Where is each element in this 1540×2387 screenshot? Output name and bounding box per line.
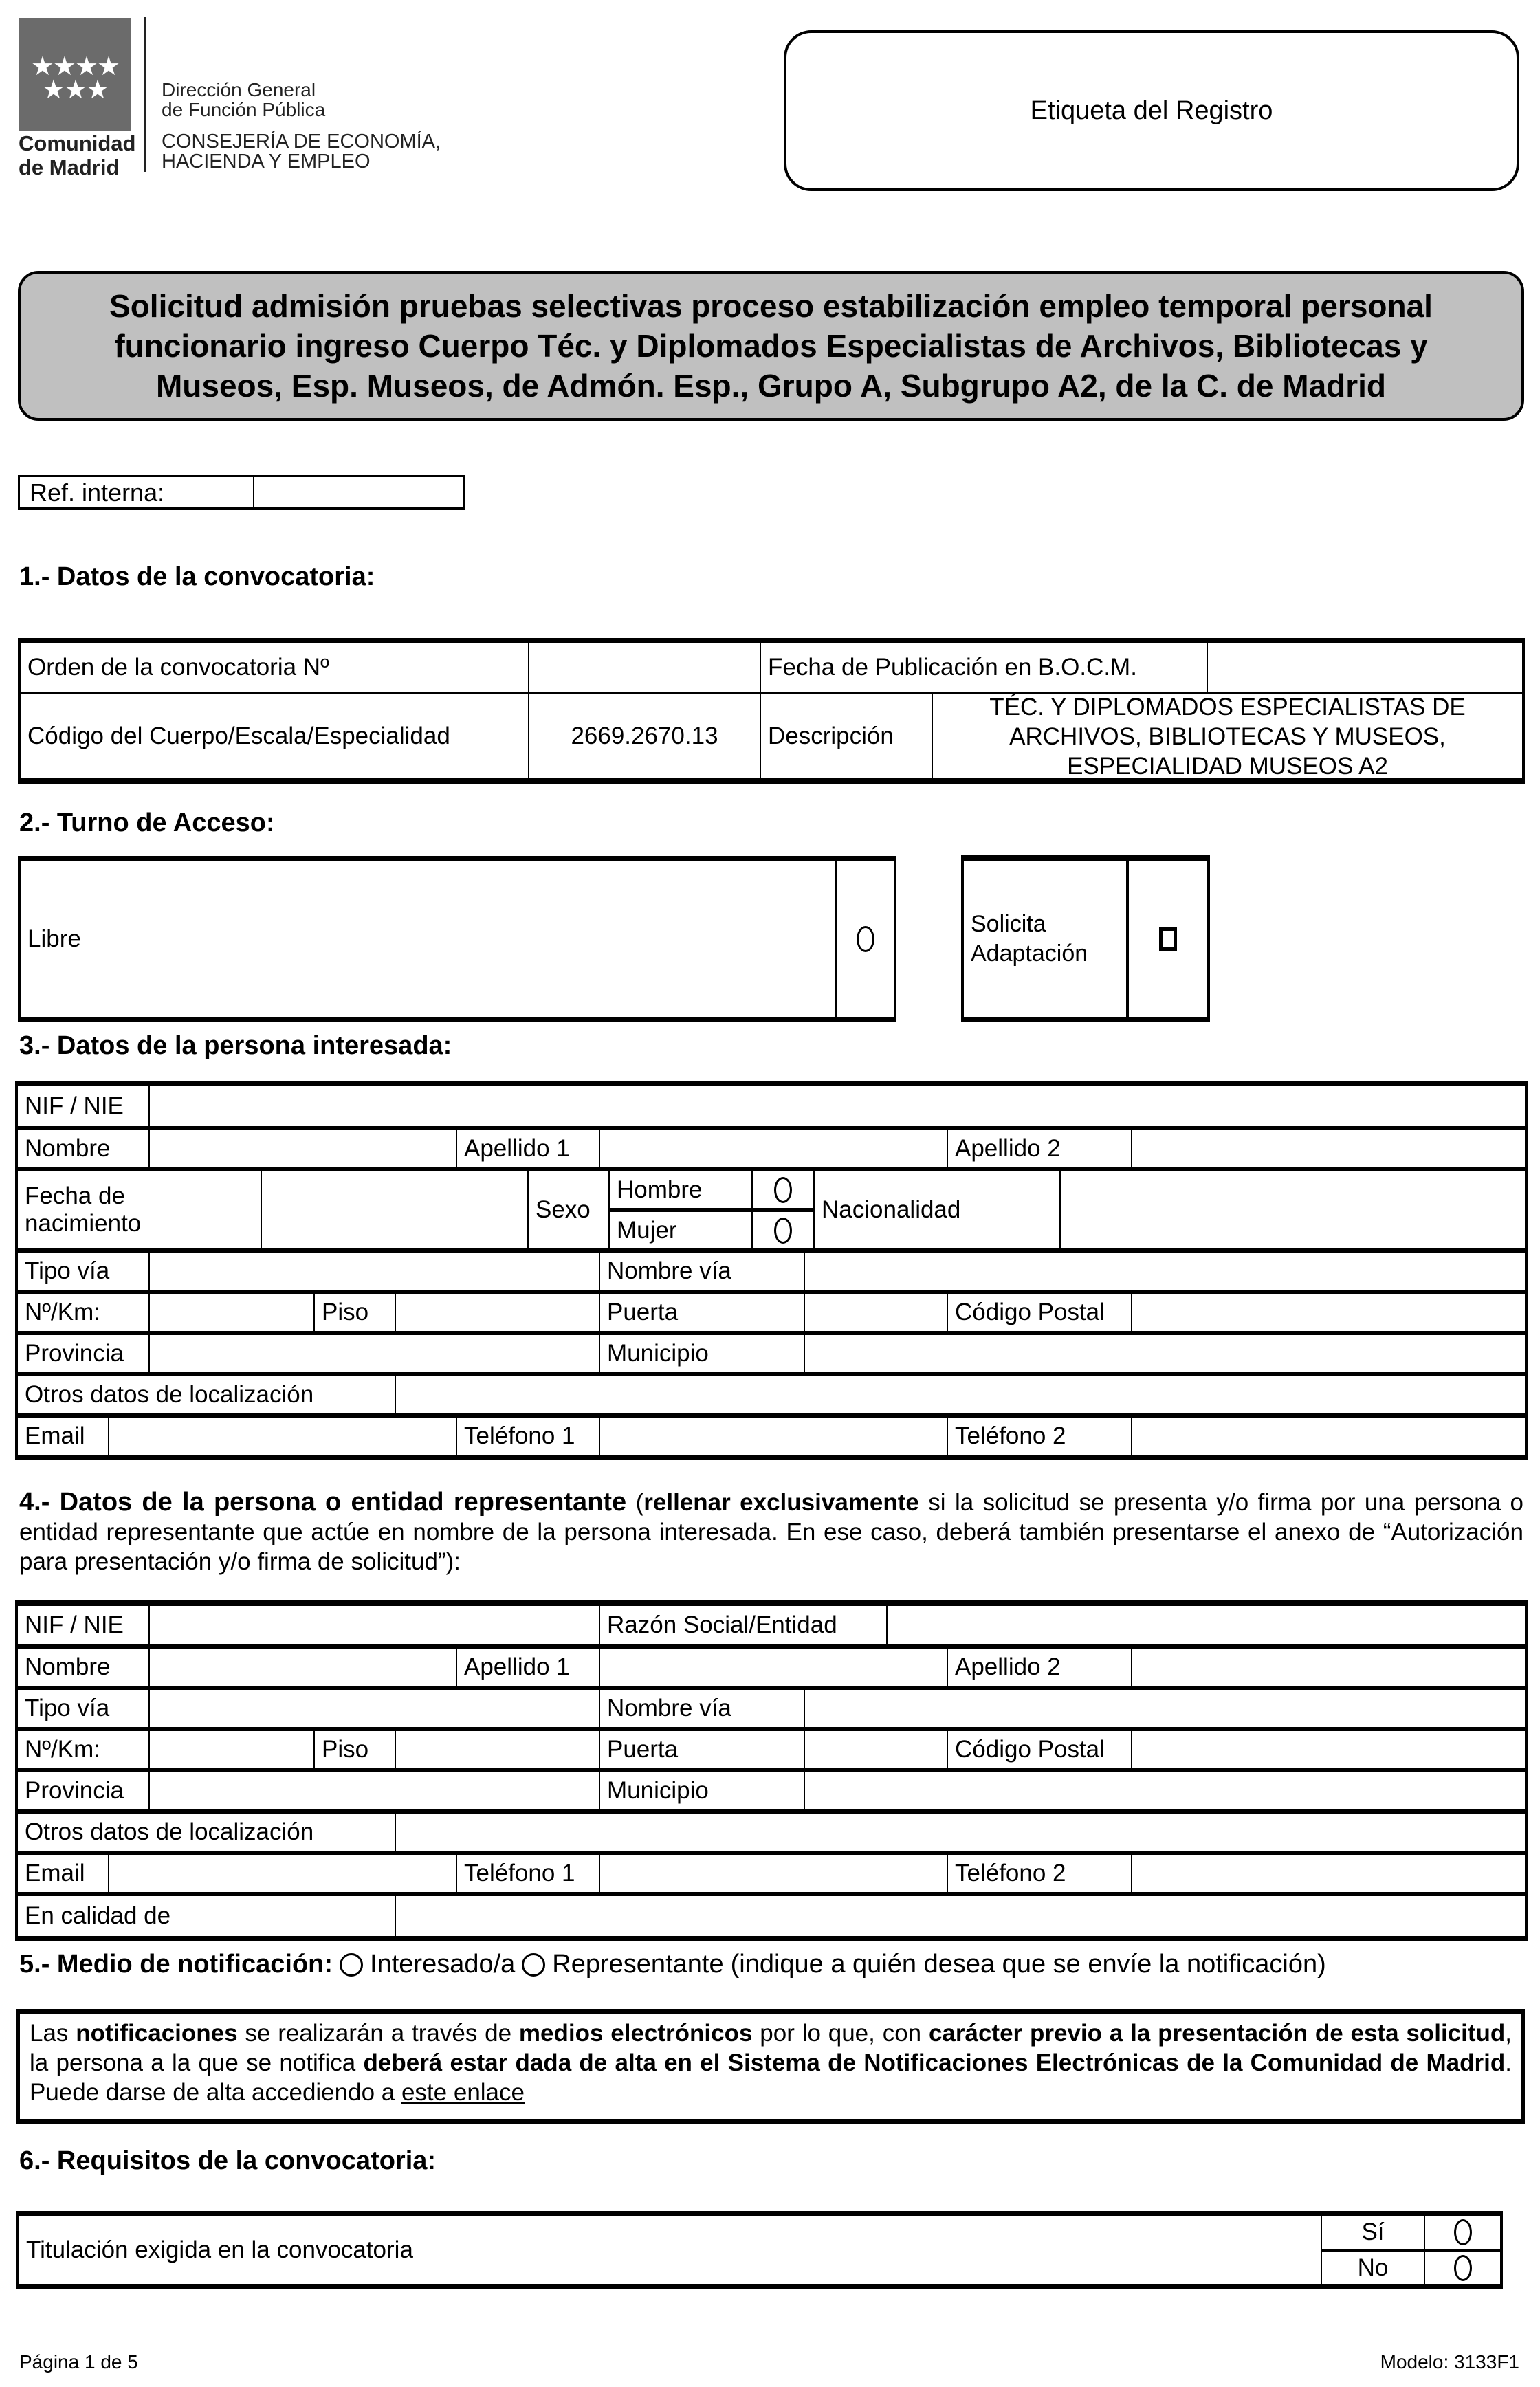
notice-text: . Puede darse de alta accediendo a [30, 2049, 1512, 2106]
nacionalidad-field[interactable] [1061, 1172, 1525, 1248]
section2-heading: 2.- Turno de Acceso: [19, 808, 275, 837]
section4-intro [19, 1488, 1524, 1576]
turno-libre-box [18, 856, 896, 1022]
notice-text: se realizarán a través de [237, 2020, 519, 2047]
requisitos-table [16, 2211, 1503, 2289]
rep-nombre-via-label: Nombre vía [600, 1690, 805, 1727]
apellido2-label: Apellido 2 [948, 1130, 1132, 1167]
representante-table [15, 1600, 1528, 1942]
intro-bold: rellenar exclusivamente [644, 1489, 919, 1516]
ref-interna [18, 475, 465, 510]
notice-bold: medios electrónicos [518, 2020, 753, 2047]
nombre-field[interactable] [150, 1130, 457, 1167]
rep-nombre-label: Nombre [18, 1649, 150, 1686]
sexo-options [610, 1172, 815, 1248]
notification-hint: (indique a quién desea que se envíe la notificación) [730, 1950, 1326, 1979]
fecha-label: Fecha de Publicación en B.O.C.M. [761, 644, 1208, 692]
rep-municipio-label: Municipio [600, 1772, 805, 1810]
telefono2-label: Teléfono 2 [948, 1418, 1132, 1455]
rep-numero-field[interactable] [150, 1731, 315, 1768]
otros-datos-field[interactable] [396, 1376, 1525, 1414]
ministry-name [162, 132, 441, 172]
codigo-value: 2669.2670.13 [529, 694, 761, 778]
codigo-postal-label: Código Postal [948, 1294, 1132, 1331]
ministry-line2: HACIENDA Y EMPLEO [162, 151, 371, 173]
representante-label: Representante [552, 1950, 724, 1979]
fecha-field[interactable] [1208, 644, 1522, 692]
interesado-label: Interesado/a [370, 1950, 516, 1979]
representante-radio[interactable] [522, 1953, 545, 1977]
rep-email-field[interactable] [109, 1855, 457, 1892]
rep-piso-label: Piso [315, 1731, 396, 1768]
rep-provincia-field[interactable] [150, 1772, 600, 1810]
interesado-radio[interactable] [340, 1953, 363, 1977]
piso-label: Piso [315, 1294, 396, 1331]
department-name [162, 80, 325, 120]
puerta-field[interactable] [805, 1294, 948, 1331]
adaptacion-label [964, 861, 1129, 1017]
rep-nombre-field[interactable] [150, 1649, 457, 1686]
interesada-table [15, 1081, 1528, 1460]
razon-social-field[interactable] [888, 1606, 1525, 1644]
rep-apellido2-field[interactable] [1132, 1649, 1525, 1686]
rep-telefono1-label: Teléfono 1 [457, 1855, 600, 1892]
registration-link[interactable]: este enlace [401, 2079, 525, 2106]
radio-circle-icon [774, 1218, 792, 1244]
si-label: Sí [1322, 2216, 1425, 2249]
rep-nif-field[interactable] [150, 1606, 600, 1644]
rep-puerta-field[interactable] [805, 1731, 948, 1768]
rep-telefono2-field[interactable] [1132, 1855, 1525, 1892]
radio-circle-icon [774, 1177, 792, 1203]
rep-nombre-via-field[interactable] [805, 1690, 1525, 1727]
nif-field[interactable] [150, 1086, 1525, 1126]
rep-nif-label: NIF / NIE [18, 1606, 150, 1644]
razon-social-label: Razón Social/Entidad [600, 1606, 888, 1644]
page-number: Página 1 de 5 [19, 2351, 138, 2373]
section5-line [19, 1950, 1326, 1979]
rep-numero-label: Nº/Km: [18, 1731, 150, 1768]
rep-otros-field[interactable] [396, 1814, 1525, 1851]
form-title [18, 271, 1524, 421]
provincia-field[interactable] [150, 1335, 600, 1372]
notice-text: , la persona a la que se notifica [30, 2020, 1512, 2076]
numero-label: Nº/Km: [18, 1294, 150, 1331]
rep-apellido1-label: Apellido 1 [457, 1649, 600, 1686]
notification-notice [16, 2009, 1525, 2124]
telefono1-field[interactable] [600, 1418, 948, 1455]
notice-bold: deberá estar dada de alta en el Sistema de Notificaciones Electrónicas de la Comunidad de Madrid [363, 2049, 1506, 2076]
municipio-field[interactable] [805, 1335, 1525, 1372]
no-label: No [1322, 2252, 1425, 2285]
rep-otros-label: Otros datos de localización [18, 1814, 396, 1851]
adaptacion-label-line1: Solicita [971, 910, 1046, 937]
form-title-text: Solicitud admisión pruebas selectivas proceso estabilización empleo temporal personal funcionario ingreso Cuerpo Téc. y Diplomados Especialistas de Archivos, Bibliotecas y Museos, Esp. Museos, de Admón. Esp., Grupo A, Subgrupo A2, de la C. de Madrid [109, 288, 1433, 404]
codigo-label: Código del Cuerpo/Escala/Especialidad [21, 694, 529, 778]
apellido1-label: Apellido 1 [457, 1130, 600, 1167]
section4-heading: 4.- Datos de la persona o entidad representante [19, 1488, 627, 1517]
rep-apellido1-field[interactable] [600, 1649, 948, 1686]
notice-text: por lo que, con [752, 2020, 929, 2047]
rep-apellido2-label: Apellido 2 [948, 1649, 1132, 1686]
piso-field[interactable] [396, 1294, 600, 1331]
hombre-radio[interactable] [753, 1172, 813, 1208]
department-line2: de Función Pública [162, 99, 326, 120]
section6-heading: 6.- Requisitos de la convocatoria: [19, 2146, 437, 2175]
radio-circle-icon [1454, 2219, 1472, 2245]
en-calidad-field[interactable] [396, 1896, 1525, 1936]
rep-telefono2-label: Teléfono 2 [948, 1855, 1132, 1892]
nif-label: NIF / NIE [18, 1086, 150, 1126]
nombre-label: Nombre [18, 1130, 150, 1167]
apellido2-field[interactable] [1132, 1130, 1525, 1167]
notice-bold: carácter previo a la presentación de esta solicitud [928, 2020, 1506, 2047]
rep-municipio-field[interactable] [805, 1772, 1525, 1810]
rep-provincia-label: Provincia [18, 1772, 150, 1810]
logo-divider [144, 16, 146, 172]
orden-field[interactable] [529, 644, 761, 692]
otros-datos-label: Otros datos de localización [18, 1376, 396, 1414]
adaptacion-checkbox[interactable] [1129, 861, 1207, 1017]
intro-text: si la solicitud se presenta y/o firma por una persona o entidad representante que actúe en nombre de la persona interesada. En ese caso, deberá también presentarse el anexo de “Autorización para presentación y/o firma de solicitud” [19, 1489, 1524, 1575]
radio-circle-icon [857, 926, 874, 952]
orden-label: Orden de la convocatoria Nº [21, 644, 529, 692]
email-field[interactable] [109, 1418, 457, 1455]
telefono1-label: Teléfono 1 [457, 1418, 600, 1455]
libre-label: Libre [21, 861, 837, 1017]
rep-email-label: Email [18, 1855, 109, 1892]
email-label: Email [18, 1418, 109, 1455]
hombre-label: Hombre [610, 1172, 753, 1208]
numero-field[interactable] [150, 1294, 315, 1331]
intro-paren: ( [626, 1489, 644, 1516]
titulacion-label: Titulación exigida en la convocatoria [19, 2216, 1322, 2284]
fecha-nacimiento-label [18, 1172, 262, 1248]
fecha-nacimiento-field[interactable] [262, 1172, 529, 1248]
stars-icon: ★★★★ ★★★ [30, 52, 120, 104]
nombre-via-label: Nombre vía [600, 1253, 805, 1290]
registry-label-box [784, 30, 1519, 191]
tipo-via-label: Tipo vía [18, 1253, 150, 1290]
section3-heading: 3.- Datos de la persona interesada: [19, 1031, 452, 1060]
notice-text: Las [30, 2020, 76, 2047]
descripcion-label: Descripción [761, 694, 933, 778]
rep-telefono1-field[interactable] [600, 1855, 948, 1892]
section5-heading: 5.- Medio de notificación: [19, 1950, 333, 1979]
sexo-label: Sexo [529, 1172, 610, 1248]
department-line1: Dirección General [162, 79, 316, 100]
apellido1-field[interactable] [600, 1130, 948, 1167]
logo-name-line1: Comunidad [19, 131, 136, 155]
rep-codigo-postal-label: Código Postal [948, 1731, 1132, 1768]
section1-heading: 1.- Datos de la convocatoria: [19, 562, 375, 591]
rep-tipo-via-label: Tipo vía [18, 1690, 150, 1727]
nombre-via-field[interactable] [805, 1253, 1525, 1290]
mujer-radio[interactable] [753, 1212, 813, 1248]
logo-name-line2: de Madrid [19, 155, 120, 179]
telefono2-field[interactable] [1132, 1418, 1525, 1455]
rep-piso-field[interactable] [396, 1731, 600, 1768]
municipio-label: Municipio [600, 1335, 805, 1372]
si-radio[interactable] [1425, 2216, 1500, 2249]
adaptacion-box [961, 855, 1210, 1022]
descripcion-value: TÉC. Y DIPLOMADOS ESPECIALISTAS DE ARCHIVOS, BIBLIOTECAS Y MUSEOS, ESPECIALIDAD MUSEOS A2 [989, 693, 1466, 780]
en-calidad-label: En calidad de [18, 1896, 396, 1936]
intro-close: ): [446, 1548, 461, 1575]
ref-interna-label: Ref. interna: [20, 477, 254, 507]
adaptacion-label-line2: Adaptación [971, 940, 1088, 967]
tipo-via-field[interactable] [150, 1253, 600, 1290]
rep-tipo-via-field[interactable] [150, 1690, 600, 1727]
model-number: Modelo: 3133F1 [1380, 2351, 1519, 2373]
fecha-nac-line1: Fecha de [25, 1182, 125, 1209]
nacionalidad-label: Nacionalidad [815, 1172, 1061, 1248]
registry-label: Etiqueta del Registro [1030, 96, 1273, 125]
libre-radio[interactable] [837, 861, 894, 1017]
no-radio[interactable] [1425, 2252, 1500, 2285]
ref-interna-field[interactable] [254, 477, 463, 507]
codigo-postal-field[interactable] [1132, 1294, 1525, 1331]
mujer-label: Mujer [610, 1212, 753, 1248]
radio-circle-icon [1454, 2255, 1472, 2281]
titulacion-options [1322, 2216, 1500, 2284]
rep-puerta-label: Puerta [600, 1731, 805, 1768]
notice-bold: notificaciones [76, 2020, 238, 2047]
ministry-line1: CONSEJERÍA DE ECONOMÍA, [162, 131, 441, 153]
convocatoria-table [18, 638, 1525, 784]
puerta-label: Puerta [600, 1294, 805, 1331]
logo-name [19, 131, 135, 179]
fecha-nac-line2: nacimiento [25, 1210, 142, 1237]
rep-codigo-postal-field[interactable] [1132, 1731, 1525, 1768]
provincia-label: Provincia [18, 1335, 150, 1372]
checkbox-icon [1159, 927, 1177, 951]
